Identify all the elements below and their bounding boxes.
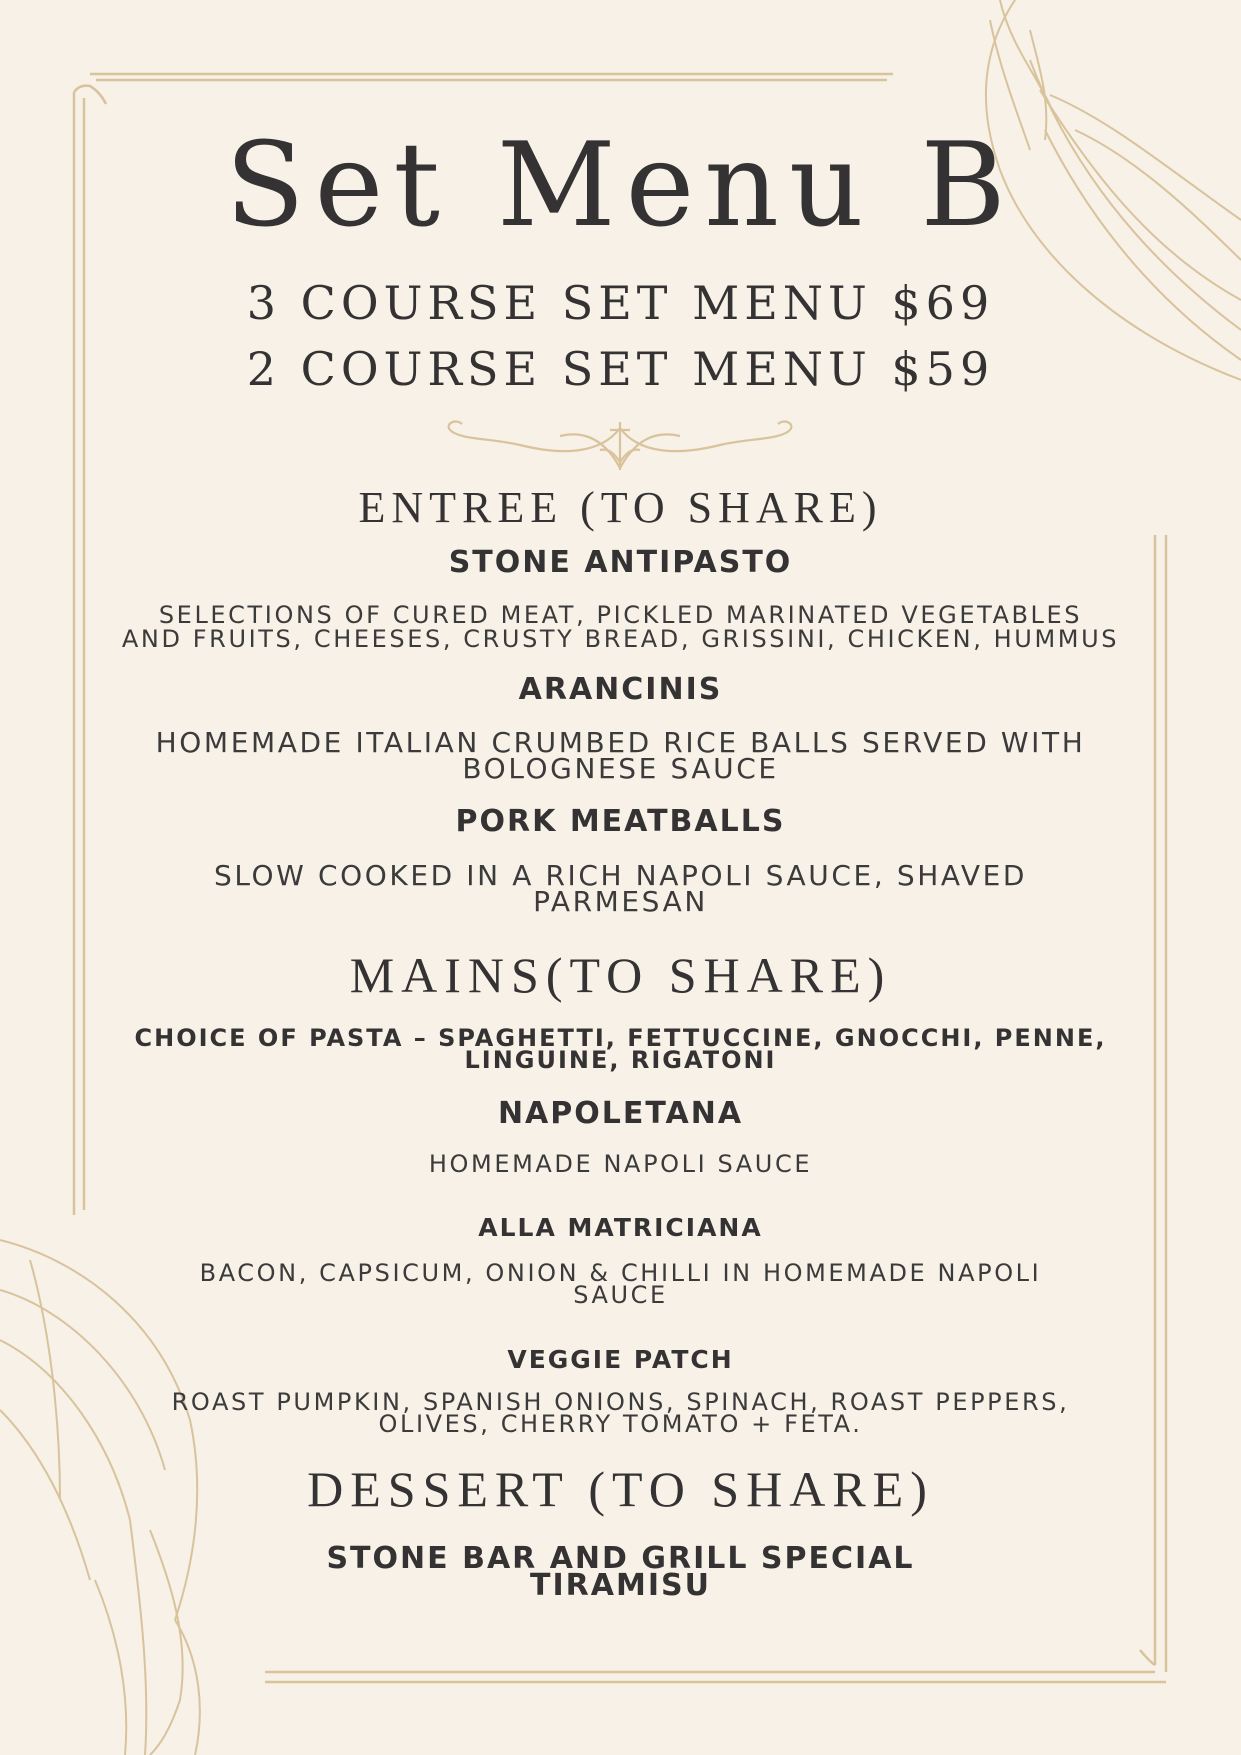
menu-title: Set Menu B xyxy=(225,118,1016,253)
section-heading-mains: MAINS(TO SHARE) xyxy=(349,947,892,1003)
entree-item-name: ARANCINIS xyxy=(518,672,723,707)
entree-item-description: SLOW COOKED IN A RICH NAPOLI SAUCE, SHAVED PARMESAN xyxy=(213,859,1028,918)
price-three-course: 3 COURSE SET MENU $69 xyxy=(246,276,995,330)
price-two-course: 2 COURSE SET MENU $59 xyxy=(246,342,995,396)
mains-item-name: VEGGIE PATCH xyxy=(507,1345,734,1374)
flourish-divider xyxy=(449,422,792,470)
mains-item-name: ALLA MATRICIANA xyxy=(478,1213,763,1242)
entree-item-description: SELECTIONS OF CURED MEAT, PICKLED MARINATED VEGETABLES AND FRUITS, CHEESES, CRUSTY BREAD, GRISSINI, CHICKEN, HUMMUS xyxy=(121,601,1120,653)
pasta-choice: CHOICE OF PASTA – SPAGHETTI, FETTUCCINE, GNOCCHI, PENNE, LINGUINE, RIGATONI xyxy=(134,1024,1107,1074)
mains-item-description: HOMEMADE NAPOLI SAUCE xyxy=(428,1150,813,1178)
mains-item-name: NAPOLETANA xyxy=(497,1096,744,1131)
section-heading-dessert: DESSERT (TO SHARE) xyxy=(307,1461,934,1517)
dessert-item-name: STONE BAR AND GRILL SPECIAL TIRAMISU xyxy=(326,1541,915,1603)
entree-item-description: HOMEMADE ITALIAN CRUMBED RICE BALLS SERVED WITH BOLOGNESE SAUCE xyxy=(155,726,1086,785)
mains-item-description: ROAST PUMPKIN, SPANISH ONIONS, SPINACH, ROAST PEPPERS, OLIVES, CHERRY TOMATO + FETA. xyxy=(171,1388,1070,1438)
entree-item-name: PORK MEATBALLS xyxy=(455,804,786,839)
mains-item-description: BACON, CAPSICUM, ONION & CHILLI IN HOMEMADE NAPOLI SAUCE xyxy=(199,1259,1042,1309)
section-heading-entree: ENTREE (TO SHARE) xyxy=(358,483,883,532)
entree-item-name: STONE ANTIPASTO xyxy=(448,545,793,580)
